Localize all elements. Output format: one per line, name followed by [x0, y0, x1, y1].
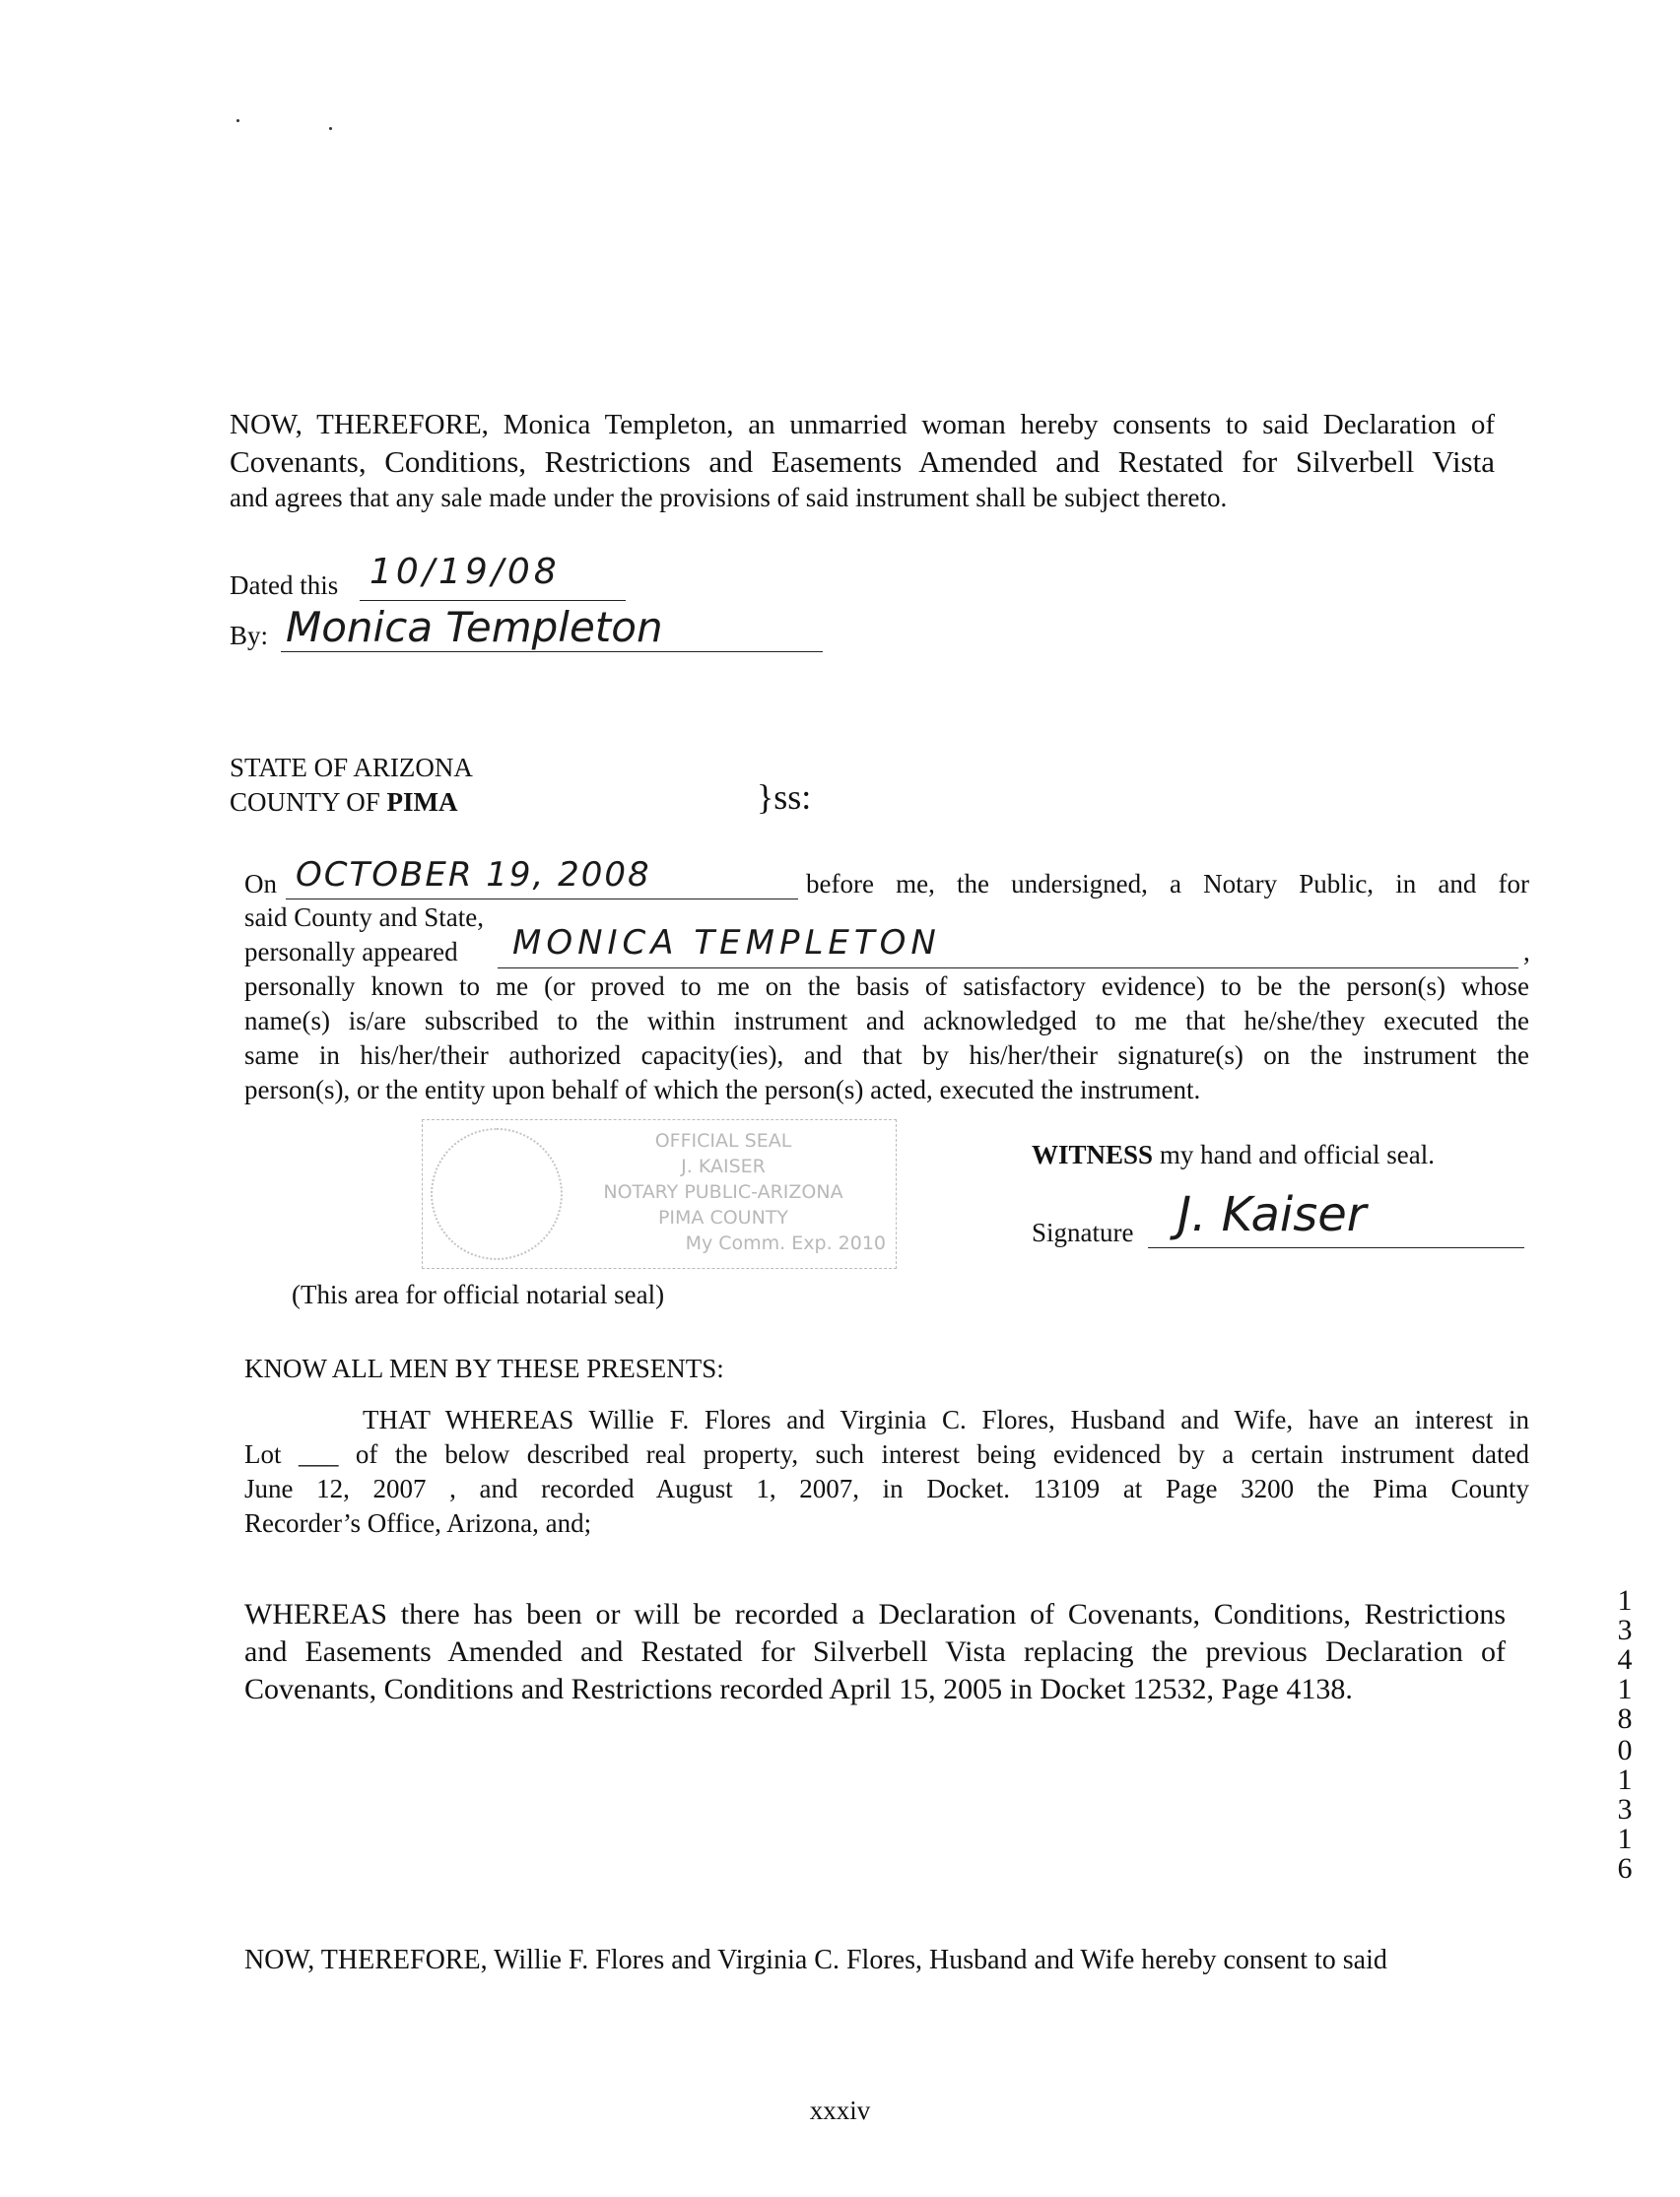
seal-line: OFFICIAL SEAL: [654, 1130, 792, 1152]
know-all-line: Recorder’s Office, Arizona, and;: [244, 1508, 592, 1538]
county-name: PIMA: [386, 787, 458, 817]
docket-digit: 1: [1617, 1584, 1633, 1617]
signature-label: Signature: [1032, 1218, 1134, 1247]
on-label: On: [244, 869, 277, 899]
whereas-line: WHEREAS there has been or will be recorded a Declaration of Covenants, Conditions, Restrictions: [244, 1598, 1506, 1631]
docket-digit: 1: [1617, 1673, 1633, 1705]
page-digit: 6: [1617, 1852, 1633, 1885]
docket-digit: 8: [1617, 1702, 1633, 1735]
docket-digit: 4: [1617, 1643, 1633, 1676]
seal-emblem-icon: [431, 1128, 563, 1260]
recording-page-number: [1611, 1736, 1639, 1884]
scan-speck: [329, 127, 332, 130]
consent-line: and agrees that any sale made under the provisions of said instrument shall be subject thereto.: [230, 483, 1228, 512]
seal-line: NOTARY PUBLIC-ARIZONA: [603, 1181, 843, 1203]
consent-paragraph-monica: [230, 406, 1495, 515]
witness-line: [1032, 1138, 1435, 1172]
ss-mark: }ss:: [757, 777, 812, 817]
know-all-line: June 12, 2007 , and recorded August 1, 2007, in Docket. 13109 at Page 3200 the Pima County: [244, 1474, 1529, 1503]
ack-body-line: name(s) is/are subscribed to the within instrument and acknowledged to me that he/she/they executed the: [244, 1006, 1529, 1035]
ack-date-handwritten: OCTOBER 19, 2008: [296, 855, 651, 895]
county-prefix: COUNTY OF: [230, 787, 387, 817]
consent-line-flores: NOW, THEREFORE, Willie F. Flores and Virginia C. Flores, Husband and Wife hereby consent to said: [244, 1945, 1387, 1975]
ack-line2: said County and State,: [244, 902, 484, 932]
state-line: STATE OF ARIZONA: [230, 753, 473, 782]
seal-line: PIMA COUNTY: [657, 1207, 789, 1229]
know-all-line: Lot ___ of the below described real property, such interest being evidenced by a certain instrument dated: [244, 1439, 1529, 1469]
appeared-label: personally appeared: [244, 937, 458, 966]
seal-text: [561, 1128, 886, 1256]
notarial-seal-area: [422, 1119, 897, 1269]
ack-body-line: same in his/her/their authorized capacity(ies), and that by his/her/their signature(s) on the instrument the: [244, 1040, 1529, 1070]
ack-body: [244, 969, 1529, 1107]
docket-digit: 3: [1617, 1614, 1633, 1646]
appeared-comma: ,: [1523, 937, 1530, 966]
know-all-heading: KNOW ALL MEN BY THESE PRESENTS:: [244, 1354, 724, 1383]
appeared-name-handwritten: MONICA TEMPLETON: [512, 923, 941, 963]
whereas-line: and Easements Amended and Restated for Silverbell Vista replacing the previous Declaration of: [244, 1635, 1506, 1668]
know-all-line: THAT WHEREAS Willie F. Flores and Virginia C. Flores, Husband and Wife, have an interest in: [363, 1405, 1529, 1434]
whereas-paragraph: [244, 1596, 1506, 1708]
page-digit: 3: [1617, 1793, 1633, 1826]
ack-body-line: personally known to me (or proved to me on the basis of satisfactory evidence) to be the person(s) whose: [244, 971, 1529, 1001]
notary-signature: J. Kaiser: [1177, 1187, 1367, 1242]
seal-line: J. KAISER: [681, 1156, 766, 1177]
seal-line: My Comm. Exp. 2010: [685, 1232, 886, 1254]
county-line: [230, 785, 458, 820]
ack-body-line: person(s), or the entity upon behalf of which the person(s) acted, executed the instrument.: [244, 1075, 1201, 1104]
witness-bold: WITNESS: [1032, 1140, 1154, 1169]
know-all-paragraph: [244, 1403, 1529, 1541]
dated-handwritten-value: 10/19/08: [370, 552, 561, 592]
whereas-line: Covenants, Conditions and Restrictions recorded April 15, 2005 in Docket 12532, Page 4138.: [244, 1673, 1353, 1705]
consent-line: Covenants, Conditions, Restrictions and Easements Amended and Restated for Silverbell Vista: [230, 444, 1495, 479]
page-digit: 1: [1617, 1764, 1633, 1796]
consent-line: NOW, THEREFORE, Monica Templeton, an unmarried woman hereby consents to said Declaration of: [230, 409, 1495, 440]
page-digit: 0: [1617, 1734, 1633, 1766]
witness-rest: my hand and official seal.: [1153, 1140, 1435, 1169]
page-digit: 1: [1617, 1823, 1633, 1855]
scan-speck: [236, 119, 239, 122]
ack-line1-rest: before me, the undersigned, a Notary Public, in and for: [806, 869, 1529, 899]
dated-label: Dated this: [230, 570, 339, 600]
by-label: By:: [230, 621, 269, 650]
by-signature: Monica Templeton: [286, 603, 663, 651]
page-number: xxxiv: [809, 2096, 871, 2125]
recording-docket-number: [1611, 1586, 1639, 1734]
seal-caption: (This area for official notarial seal): [292, 1280, 665, 1309]
